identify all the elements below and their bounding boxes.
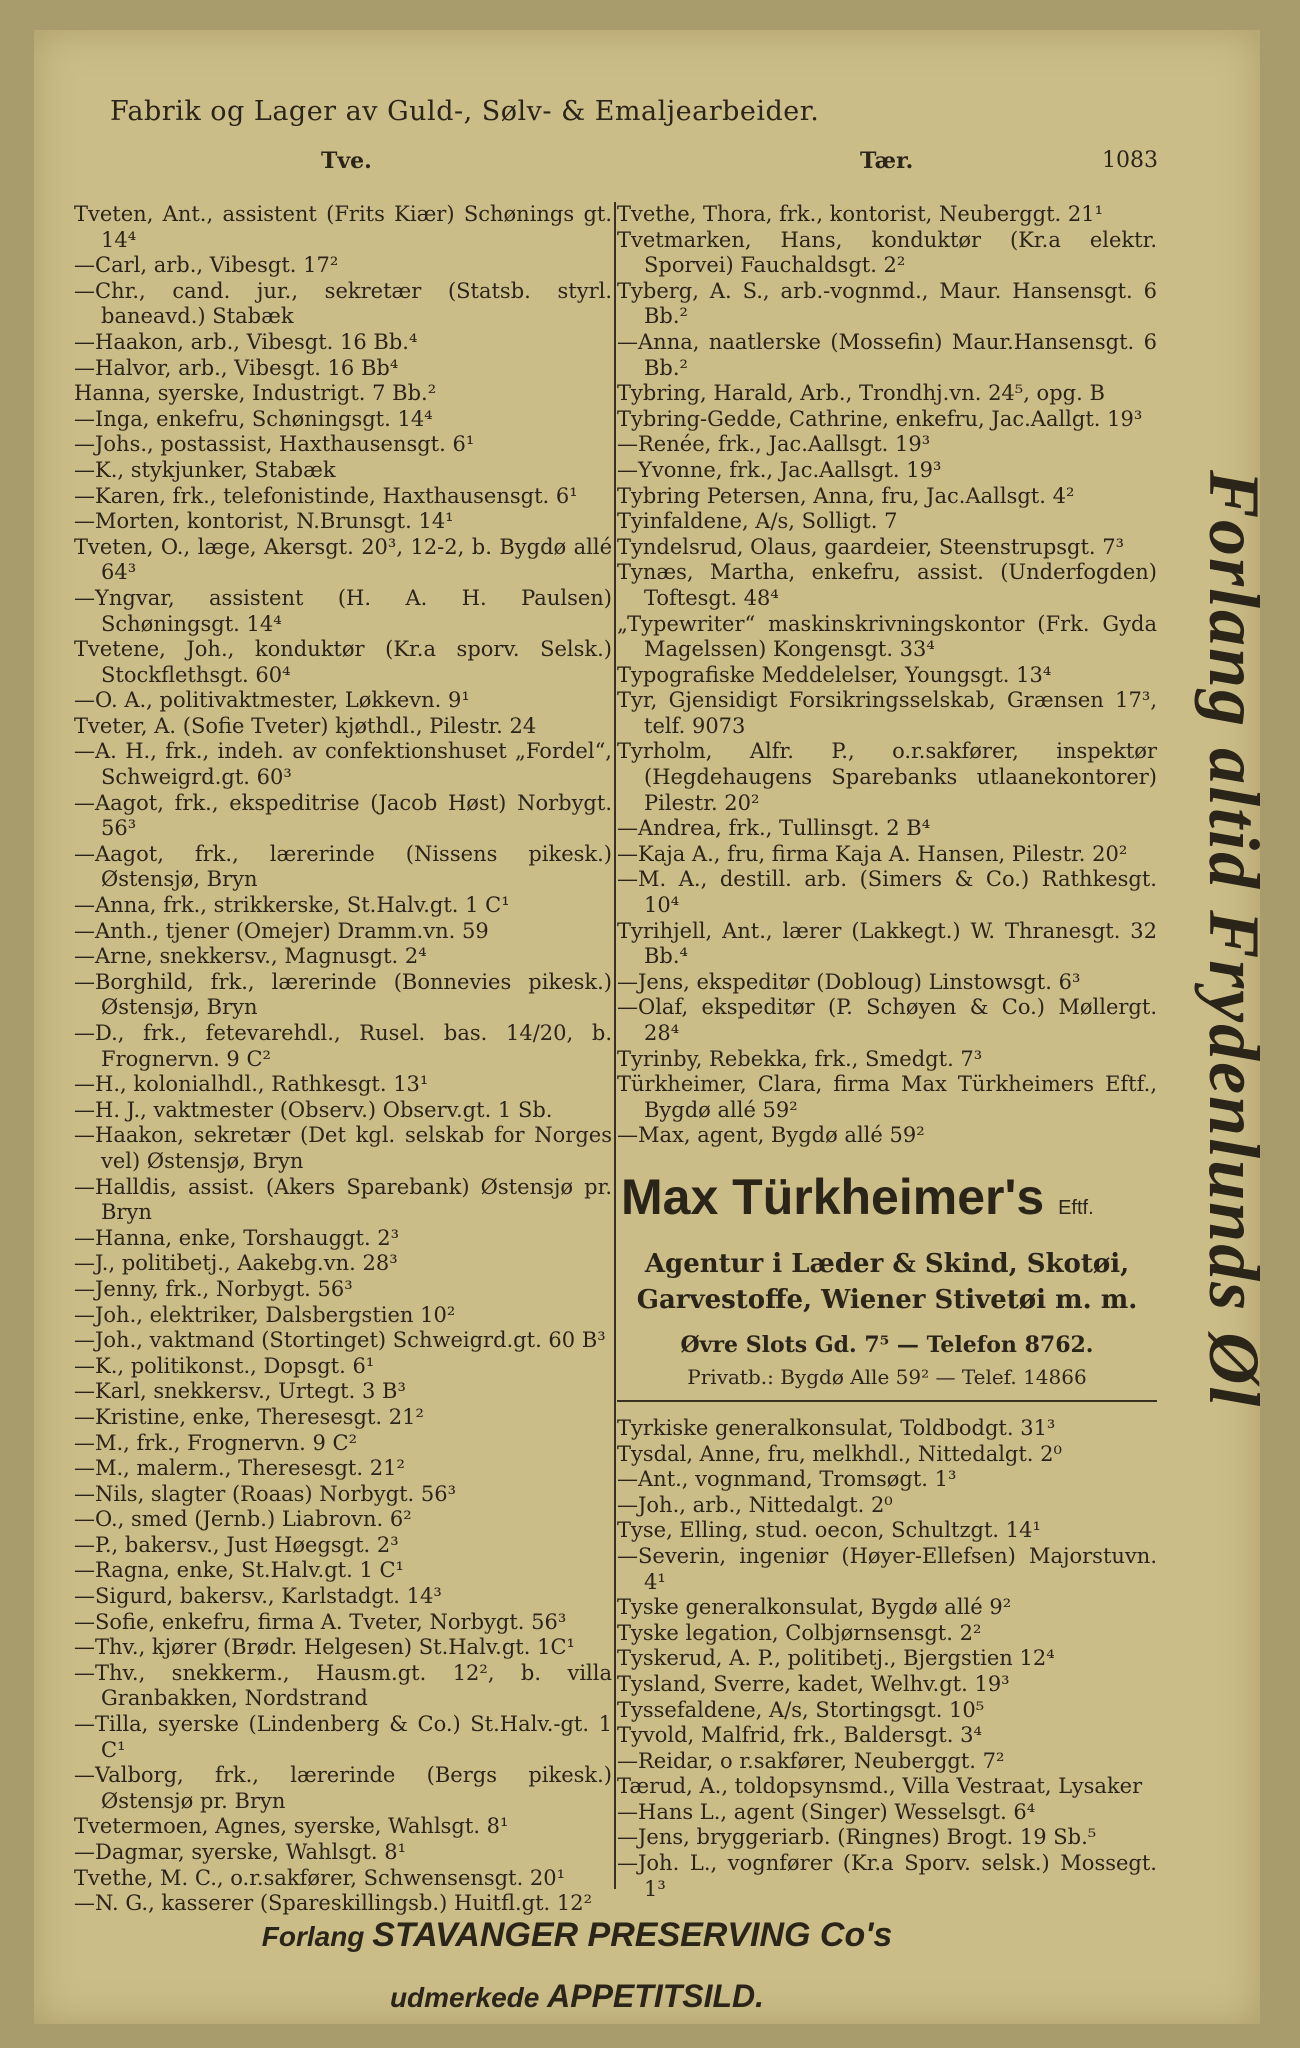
directory-entry: —Reidar, o r.sakfører, Neuberggt. 7² bbox=[617, 1748, 1005, 1773]
directory-entry: Tyndelsrud, Olaus, gaardeier, Steenstrupsgt. 7³ bbox=[617, 534, 1125, 559]
directory-entry: Tveten, Ant., assistent (Frits Kiær) Schønings gt. 14⁴ bbox=[74, 202, 612, 252]
directory-entry: Tyrholm, Alfr. P., o.r.sakfører, inspektør (Hegdehaugens Sparebanks utlaanekontorer) Pilestr. 20² bbox=[617, 739, 1157, 815]
directory-entry: Tynæs, Martha, enkefru, assist. (Underfogden) Toftesgt. 48⁴ bbox=[617, 560, 1157, 610]
page-number: 1083 bbox=[1102, 148, 1158, 173]
directory-entry: —Hanna, enke, Torshauggt. 2³ bbox=[74, 1225, 400, 1250]
directory-entry: —Jenny, frk., Norbygt. 56³ bbox=[74, 1276, 353, 1301]
directory-entry: Tyske generalkonsulat, Bygdø allé 9² bbox=[617, 1595, 1012, 1620]
directory-entry: Tyinfaldene, A/s, Solligt. 7 bbox=[617, 509, 898, 534]
directory-entry: Tysdal, Anne, fru, melkhdl., Nittedalgt. 2⁰ bbox=[617, 1441, 1062, 1466]
directory-entry: Tvethe, M. C., o.r.sakfører, Schwensensgt. 20¹ bbox=[74, 1865, 566, 1890]
right-column-top-entries bbox=[617, 202, 1157, 1149]
directory-entry: —H., kolonialhdl., Rathkesgt. 13¹ bbox=[74, 1072, 429, 1097]
directory-entry: Tvetmarken, Hans, konduktør (Kr.a elektr. Sporvei) Fauchaldsgt. 2² bbox=[617, 227, 1157, 278]
column-divider bbox=[614, 202, 616, 1889]
directory-entry: —M. A., destill. arb. (Simers & Co.) Rathkesgt. 10⁴ bbox=[617, 867, 1157, 918]
directory-entry: Tveter, A. (Sofie Tveter) kjøthdl., Pilestr. 24 bbox=[74, 713, 537, 738]
directory-entry: —Aagot, frk., ekspeditrise (Jacob Høst) Norbygt. 56³ bbox=[74, 790, 612, 841]
directory-entry: —Karen, frk., telefonistinde, Haxthausensgt. 6¹ bbox=[74, 483, 578, 508]
directory-entry: —Joh., elektriker, Dalsbergstien 10² bbox=[74, 1302, 456, 1327]
directory-entry: Tvethe, Thora, frk., kontorist, Neuberggt. 21¹ bbox=[617, 202, 1104, 226]
ad-company-name bbox=[621, 1169, 1157, 1236]
vertical-advertisement: Forlang altid Frydenlunds Øl bbox=[1194, 470, 1274, 1409]
footer-advertisement-line-2 bbox=[0, 1978, 1190, 2015]
running-title: Fabrik og Lager av Guld-, Sølv- & Emaljearbeider. bbox=[110, 96, 820, 127]
directory-entry: —Morten, kontorist, N.Brunsgt. 14¹ bbox=[74, 509, 454, 534]
directory-entry: —Hans L., agent (Singer) Wesselsgt. 6⁴ bbox=[617, 1799, 1036, 1824]
directory-entry: —O., smed (Jernb.) Liabrovn. 6² bbox=[74, 1507, 412, 1532]
directory-entry: —Max, agent, Bygdø allé 59² bbox=[617, 1123, 925, 1148]
directory-entry: Tyrkiske generalkonsulat, Toldbodgt. 31³ bbox=[617, 1415, 1056, 1440]
directory-entry: —Aagot, frk., lærerinde (Nissens pikesk.) Østensjø, Bryn bbox=[74, 841, 612, 892]
directory-entry: —Anth., tjener (Omejer) Dramm.vn. 59 bbox=[74, 918, 489, 943]
ad-line-4: Privatb.: Bygdø Alle 59² — Telef. 14866 bbox=[687, 1364, 1087, 1389]
directory-entry: —Johs., postassist, Haxthausensgt. 6¹ bbox=[74, 432, 475, 457]
directory-entry: Tysland, Sverre, kadet, Welhv.gt. 19³ bbox=[617, 1671, 1010, 1696]
ad-name-suffix: Eftf. bbox=[1058, 1196, 1094, 1219]
directory-entry: —Sofie, enkefru, firma A. Tveter, Norbygt. 56³ bbox=[74, 1609, 567, 1634]
directory-entry: Typografiske Meddelelser, Youngsgt. 13⁴ bbox=[617, 662, 1052, 687]
directory-entry: —Inga, enkefru, Schøningsgt. 14⁴ bbox=[74, 406, 433, 431]
footer-line2-b: APPETITSILD. bbox=[547, 1978, 765, 2014]
directory-entry: —Dagmar, syerske, Wahlsgt. 8¹ bbox=[74, 1840, 407, 1864]
ad-line-2: Garvestoffe, Wiener Stivetøi m. m. bbox=[636, 1284, 1138, 1315]
directory-entry: —Joh., vaktmand (Stortinget) Schweigrd.gt. 60 B³ bbox=[74, 1328, 606, 1353]
ad-name-text: Max Türkheimer's bbox=[621, 1168, 1045, 1225]
directory-entry: Tyr, Gjensidigt Forsikringsselskab, Grænsen 17³, telf. 9073 bbox=[617, 688, 1157, 738]
footer-line2-a: udmerkede bbox=[389, 1982, 548, 2013]
directory-entry: Tybring-Gedde, Cathrine, enkefru, Jac.Aallgt. 19³ bbox=[617, 406, 1143, 431]
page bbox=[34, 30, 1274, 2024]
directory-entry: —Kaja A., fru, firma Kaja A. Hansen, Pilestr. 20² bbox=[617, 841, 1128, 866]
footer-advertisement-line-1 bbox=[0, 1916, 1190, 1955]
directory-entry: Tyske legation, Colbjørnsensgt. 2² bbox=[617, 1620, 982, 1645]
directory-entry: —Jens, ekspeditør (Dobloug) Linstowsgt. 6³ bbox=[617, 969, 1081, 994]
directory-entry: Türkheimer, Clara, firma Max Türkheimers Eftf., Bygdø allé 59² bbox=[617, 1072, 1157, 1122]
directory-entry: —Karl, snekkersv., Urtegt. 3 B³ bbox=[74, 1379, 406, 1404]
directory-entry: —Andrea, frk., Tullinsgt. 2 B⁴ bbox=[617, 816, 931, 841]
directory-entry: —M., frk., Frognervn. 9 C² bbox=[74, 1430, 358, 1455]
directory-entry: —Joh., arb., Nittedalgt. 2⁰ bbox=[617, 1492, 893, 1517]
directory-entry: Tvetene, Joh., konduktør (Kr.a sporv. Selsk.) Stockflethsgt. 60⁴ bbox=[74, 637, 612, 687]
directory-entry: —Yvonne, frk., Jac.Aallsgt. 19³ bbox=[617, 457, 942, 482]
directory-entry: —Severin, ingeniør (Høyer-Ellefsen) Majorstuvn. 4¹ bbox=[617, 1543, 1157, 1594]
directory-entry: Tveten, O., læge, Akersgt. 20³, 12-2, b. Bygdø allé 64³ bbox=[74, 534, 612, 585]
footer-line1-b: STAVANGER PRESERVING Co's bbox=[372, 1916, 893, 1954]
directory-entry: —Kristine, enke, Theresesgt. 21² bbox=[74, 1404, 424, 1429]
directory-entry: —Joh. L., vognfører (Kr.a Sporv. selsk.) Mossegt. 1³ bbox=[617, 1851, 1157, 1901]
footer-line1-a: Forlang bbox=[261, 1921, 373, 1952]
left-column-heading: Tve. bbox=[321, 148, 372, 174]
directory-entry: —K., politikonst., Dopsgt. 6¹ bbox=[74, 1353, 375, 1378]
directory-entry: —Renée, frk., Jac.Aallsgt. 19³ bbox=[617, 432, 931, 457]
directory-entry: Tærud, A., toldopsynsmd., Villa Vestraat, Lysaker bbox=[617, 1774, 1143, 1799]
directory-entry: —Nils, slagter (Roaas) Norbygt. 56³ bbox=[74, 1481, 457, 1506]
directory-entry: —J., politibetj., Aakebg.vn. 28³ bbox=[74, 1251, 398, 1276]
directory-entry: —N. G., kasserer (Spareskillingsb.) Huitfl.gt. 12² bbox=[74, 1891, 592, 1916]
directory-entry: —Chr., cand. jur., sekretær (Statsb. styrl. baneavd.) Stabæk bbox=[74, 278, 612, 329]
ad-line-1: Agentur i Læder & Skind, Skotøi, bbox=[644, 1248, 1130, 1279]
directory-entry: —M., malerm., Theresesgt. 21² bbox=[74, 1456, 405, 1481]
directory-entry: —Halldis, assist. (Akers Sparebank) Østensjø pr. Bryn bbox=[74, 1174, 612, 1225]
directory-entry: —Anna, naatlerske (Mossefin) Maur.Hansensgt. 6 Bb.² bbox=[617, 329, 1157, 380]
directory-entry: Hanna, syerske, Industrigt. 7 Bb.² bbox=[74, 381, 437, 406]
right-column-bottom-entries bbox=[617, 1416, 1157, 1902]
directory-entry: Tybring, Harald, Arb., Trondhj.vn. 24⁵, opg. B bbox=[617, 381, 1105, 406]
directory-entry: —D., frk., fetevarehdl., Rusel. bas. 14/20, b. Frognervn. 9 C² bbox=[74, 1021, 612, 1071]
directory-entry: —Haakon, sekretær (Det kgl. selskab for Norges vel) Østensjø, Bryn bbox=[74, 1123, 612, 1173]
directory-entry: —Anna, frk., strikkerske, St.Halv.gt. 1 C¹ bbox=[74, 893, 510, 918]
directory-entry: Tyssefaldene, A/s, Stortingsgt. 10⁵ bbox=[617, 1697, 985, 1722]
left-column bbox=[74, 202, 612, 1917]
directory-entry: —O. A., politivaktmester, Løkkevn. 9¹ bbox=[74, 688, 470, 713]
directory-entry: —Carl, arb., Vibesgt. 17² bbox=[74, 253, 339, 278]
directory-entry: —K., stykjunker, Stabæk bbox=[74, 457, 336, 482]
turkheimer-advertisement bbox=[617, 1169, 1157, 1402]
directory-entry: Tvetermoen, Agnes, syerske, Wahlsgt. 8¹ bbox=[74, 1814, 509, 1839]
directory-entry: —Thv., snekkerm., Hausm.gt. 12², b. villa Granbakken, Nordstrand bbox=[74, 1660, 612, 1711]
right-column bbox=[617, 202, 1157, 1902]
directory-entry: —Haakon, arb., Vibesgt. 16 Bb.⁴ bbox=[74, 329, 418, 354]
directory-entry: —Arne, snekkersv., Magnusgt. 2⁴ bbox=[74, 944, 427, 969]
directory-entry: —Valborg, frk., lærerinde (Bergs pikesk.) Østensjø pr. Bryn bbox=[74, 1763, 612, 1813]
directory-entry: Tybring Petersen, Anna, fru, Jac.Aallsgt. 4² bbox=[617, 483, 1075, 508]
directory-entry: —P., bakersv., Just Høegsgt. 2³ bbox=[74, 1532, 399, 1557]
directory-entry: —Borghild, frk., lærerinde (Bonnevies pikesk.) Østensjø, Bryn bbox=[74, 969, 612, 1020]
directory-entry: —Olaf, ekspeditør (P. Schøyen & Co.) Møllergt. 28⁴ bbox=[617, 995, 1157, 1045]
directory-entry: —Yngvar, assistent (H. A. H. Paulsen) Schøningsgt. 14⁴ bbox=[74, 585, 612, 636]
directory-entry: Tyrihjell, Ant., lærer (Lakkegt.) W. Thranesgt. 32 Bb.⁴ bbox=[617, 918, 1157, 969]
directory-entry: —A. H., frk., indeh. av confektionshuset „Fordel“, Schweigrd.gt. 60³ bbox=[74, 739, 612, 790]
directory-entry: —Tilla, syerske (Lindenberg & Co.) St.Halv.-gt. 1 C¹ bbox=[74, 1712, 612, 1762]
directory-entry: —Thv., kjører (Brødr. Helgesen) St.Halv.gt. 1C¹ bbox=[74, 1635, 575, 1660]
right-column-heading: Tær. bbox=[860, 148, 914, 174]
directory-entry: Tyberg, A. S., arb.-vognmd., Maur. Hansensgt. 6 Bb.² bbox=[617, 278, 1157, 329]
directory-entry: —Ant., vognmand, Tromsøgt. 1³ bbox=[617, 1467, 957, 1492]
directory-entry: —Sigurd, bakersv., Karlstadgt. 14³ bbox=[74, 1584, 442, 1609]
directory-entry: —H. J., vaktmester (Observ.) Observ.gt. 1 Sb. bbox=[74, 1097, 553, 1122]
directory-entry: „Typewriter“ maskinskrivningskontor (Frk. Gyda Magelssen) Kongensgt. 33⁴ bbox=[617, 611, 1157, 662]
directory-entry: Tyskerud, A. P., politibetj., Bjergstien 12⁴ bbox=[617, 1646, 1055, 1671]
directory-entry: —Ragna, enke, St.Halv.gt. 1 C¹ bbox=[74, 1558, 404, 1583]
directory-entry: —Jens, bryggeriarb. (Ringnes) Brogt. 19 Sb.⁵ bbox=[617, 1825, 1097, 1850]
directory-entry: Tyse, Elling, stud. oecon, Schultzgt. 14¹ bbox=[617, 1518, 1041, 1543]
directory-entry: —Halvor, arb., Vibesgt. 16 Bb⁴ bbox=[74, 355, 399, 380]
directory-entry: Tyrinby, Rebekka, frk., Smedgt. 7³ bbox=[617, 1046, 983, 1071]
directory-entry: Tyvold, Malfrid, frk., Baldersgt. 3⁴ bbox=[617, 1723, 982, 1748]
ad-line-3: Øvre Slots Gd. 7⁵ — Telefon 8762. bbox=[680, 1331, 1094, 1358]
